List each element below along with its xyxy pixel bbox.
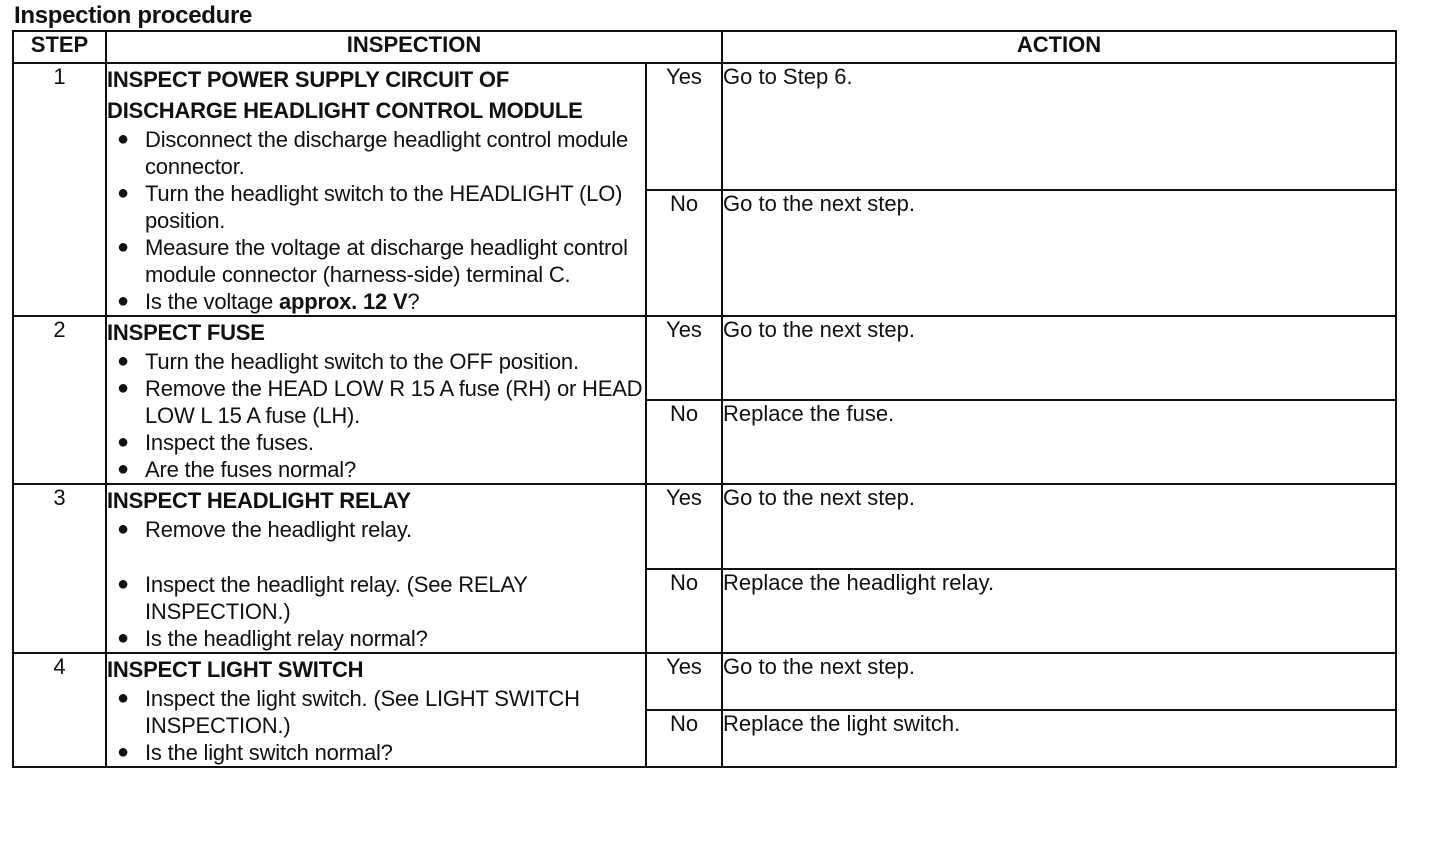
header-inspection: INSPECTION	[106, 31, 722, 63]
table-row	[13, 484, 1396, 569]
bullet-icon: ●	[117, 128, 129, 150]
header-action: ACTION	[722, 31, 1396, 63]
yes-action: Go to the next step.	[722, 653, 1396, 710]
bullet-icon: ●	[117, 431, 129, 453]
yes-label: Yes	[646, 63, 722, 190]
yes-action: Go to the next step.	[722, 484, 1396, 569]
bullet-icon: ●	[117, 687, 129, 709]
table-row	[13, 316, 1396, 400]
list-item: ● Is the headlight relay normal?	[117, 626, 428, 651]
bullet-icon: ●	[117, 290, 129, 312]
bullet-icon: ●	[117, 182, 129, 204]
bullet-icon: ●	[117, 236, 129, 258]
yes-label: Yes	[646, 316, 722, 400]
no-label: No	[646, 569, 722, 654]
list-item: ● Turn the headlight switch to the HEADLIGHT (LO) position.	[117, 181, 623, 233]
step-number: 3	[13, 484, 106, 653]
step-number: 4	[13, 653, 106, 767]
bullet-icon: ●	[117, 741, 129, 763]
bullet-icon: ●	[117, 350, 129, 372]
yes-action: Go to Step 6.	[722, 63, 1396, 190]
bullet-icon: ●	[117, 573, 129, 595]
table-row	[13, 653, 1396, 710]
bullet-icon: ●	[117, 627, 129, 649]
inspection-bullet-list	[107, 516, 645, 652]
list-item: ● Turn the headlight switch to the OFF position.	[117, 349, 579, 374]
step-number: 1	[13, 63, 106, 316]
inspection-cell	[106, 484, 646, 653]
inspection-title: INSPECT LIGHT SWITCH	[107, 657, 364, 682]
yes-action: Go to the next step.	[722, 316, 1396, 400]
list-item: ● Disconnect the discharge headlight control module connector.	[117, 127, 629, 179]
no-action: Go to the next step.	[722, 190, 1396, 317]
inspection-bullet-list	[107, 348, 645, 483]
step-number: 2	[13, 316, 106, 484]
inspection-cell	[106, 316, 646, 484]
no-label: No	[646, 400, 722, 484]
yes-label: Yes	[646, 484, 722, 569]
list-item: ● Remove the HEAD LOW R 15 A fuse (RH) or HEAD LOW L 15 A fuse (LH).	[117, 376, 643, 428]
inspection-cell	[106, 653, 646, 767]
table-row	[13, 63, 1396, 190]
list-item: ● Inspect the headlight relay. (See RELAY INSPECTION.)	[117, 572, 528, 624]
header-step: STEP	[13, 31, 106, 63]
inspection-title: INSPECT POWER SUPPLY CIRCUIT OF DISCHARGE HEADLIGHT CONTROL MODULE	[107, 67, 583, 123]
inspection-bullet-list	[107, 685, 645, 766]
bullet-icon: ●	[117, 518, 129, 540]
inspection-cell	[106, 63, 646, 316]
no-label: No	[646, 710, 722, 767]
inspection-bullet-list	[107, 126, 645, 315]
no-label: No	[646, 190, 722, 317]
inspection-procedure-table	[12, 30, 1397, 768]
list-item: ● Inspect the light switch. (See LIGHT SWITCH INSPECTION.)	[117, 686, 580, 738]
no-action: Replace the headlight relay.	[722, 569, 1396, 654]
list-item: ● Are the fuses normal?	[117, 457, 357, 482]
bullet-icon: ●	[117, 458, 129, 480]
no-action: Replace the fuse.	[722, 400, 1396, 484]
yes-label: Yes	[646, 653, 722, 710]
list-item: ● Is the light switch normal?	[117, 740, 393, 765]
no-action: Replace the light switch.	[722, 710, 1396, 767]
bullet-icon: ●	[117, 377, 129, 399]
list-item: ● Inspect the fuses.	[117, 430, 314, 455]
list-item: ● Measure the voltage at discharge headlight control module connector (harness-side) terminal C.	[117, 235, 628, 287]
inspection-title: INSPECT FUSE	[107, 320, 265, 345]
list-item: ● Is the voltage approx. 12 V?	[117, 289, 420, 314]
page-title: Inspection procedure	[14, 2, 253, 29]
inspection-title: INSPECT HEADLIGHT RELAY	[107, 488, 411, 513]
table-header-row	[13, 31, 1396, 63]
list-item: ● Remove the headlight relay.	[117, 517, 412, 542]
